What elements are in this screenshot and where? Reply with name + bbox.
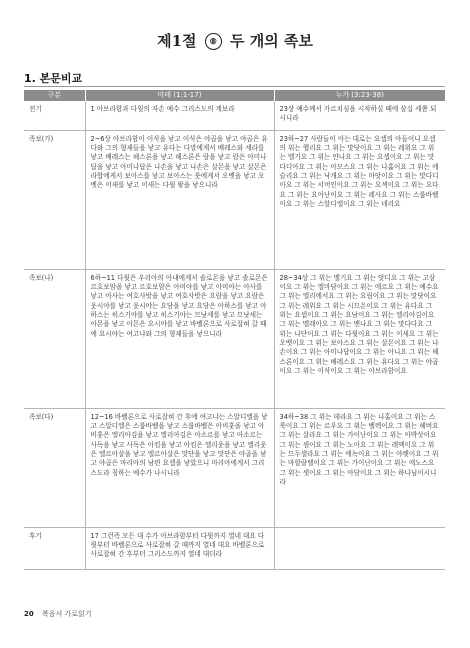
page-number: 20: [24, 610, 34, 618]
row-label: 족보(나): [24, 269, 85, 408]
row-label: 족보(다): [24, 408, 85, 527]
matthew-cell: 2~6상 아브라함이 이삭을 낳고 이삭은 야곱을 낳고 야곱은 유다와 그의 형제들을 낳고 유다는 다말에게서 베레스와 세라를 낳고 베레스는 헤스론을 낳고 헤스론은 람을 낳고 람은 아미나답을 낳고 아미나답은 나손을 낳고 나손은 살몬을 낳고 살몬은 라합에게서 보아스를 낳고 보아스는 룻에게서 오벳을 낳고 오벳은 이새를 낳고 이새는 다윗 왕을 낳으니라: [85, 130, 274, 269]
chapter-label: 제1절: [157, 32, 197, 50]
luke-cell: 23상 예수께서 가르치심을 시작하실 때에 삼십 세쯤 되시니라: [274, 101, 445, 130]
table-row: [24, 130, 445, 269]
row-label: 족보(가): [24, 130, 85, 269]
header-luke: 누가 (3:23-38): [274, 90, 445, 101]
luke-cell: 23하~27 사람들이 아는 대로는 요셉의 아들이니 요셉의 위는 헬리요 그 위는 맛닷이요 그 위는 레위요 그 위는 멜기요 그 위는 얀나요 그 위는 요셉이요 그 위는 맛다디아요 그 위는 아모스요 그 위는 나훔이요 그 위는 에슬리요 그 위는 낙개요 그 위는 마앗이요 그 위는 맛다디아요 그 위는 서머인이요 그 위는 요섹이요 그 위는 요다요 그 위는 요아난이요 그 위는 레사요 그 위는 스룹바벨이요 그 위는 스알디엘이요 그 위는 네리요: [274, 130, 445, 269]
section-divider: [24, 86, 445, 87]
matthew-cell: 12~16 바벨론으로 사로잡혀 간 후에 여고냐는 스알디엘을 낳고 스알디엘은 스룹바벨을 낳고 스룹바벨은 아비훗을 낳고 아비훗은 엘리아김을 낳고 엘리아김은 아소르를 낳고 아소르는 사독을 낳고 사독은 아킴을 낳고 아킴은 엘리웃을 낳고 엘리웃은 엘르아살을 낳고 엘르아살은 맛단을 낳고 맛단은 야곱을 낳고 야곱은 마리아의 남편 요셉을 낳았으니 마리아에게서 그리스도라 칭하는 예수가 나시니라: [85, 408, 274, 527]
section-heading: 1. 본문비교: [24, 72, 83, 85]
table-row: [24, 408, 445, 527]
page-footer: [24, 609, 92, 619]
comparison-table: [24, 90, 445, 570]
matthew-cell: 1 아브라함과 다윗의 자손 예수 그리스도의 계보라: [85, 101, 274, 130]
book-title: 복음서 가로읽기: [41, 610, 92, 618]
circled-number-icon: ⑧: [205, 33, 222, 50]
header-matthew: 마태 (1:1-17): [85, 90, 274, 101]
title-text: 두 개의 족보: [229, 32, 313, 50]
matthew-cell: 17 그런즉 모든 대 수가 아브라함부터 다윗까지 열네 대요 다윗부터 바벨론으로 사로잡혀 갈 때까지 열네 대요 바벨론으로 사로잡혀 간 후부터 그리스도까지 열네 대더라: [85, 527, 274, 569]
table-row: [24, 269, 445, 408]
row-label: 전기: [24, 101, 85, 130]
header-category: 구분: [24, 90, 85, 101]
chapter-title: [0, 30, 470, 51]
luke-cell: [274, 527, 445, 569]
table-row: [24, 101, 445, 130]
luke-cell: 34하~38 그 위는 데라요 그 위는 나홀이요 그 위는 스룩이요 그 위는 르우요 그 위는 벨렉이요 그 위는 헤버요 그 위는 살라요 그 위는 가이난이요 그 위는 아박삿이요 그 위는 셈이요 그 위는 노아요 그 위는 레멕이요 그 위는 므두셀라요 그 위는 에녹이요 그 위는 야렛이요 그 위는 마할랄렐이요 그 위는 가이난이요 그 위는 에노스요 그 위는 셋이요 그 위는 아담이요 그 위는 하나님이시니라: [274, 408, 445, 527]
matthew-cell: 6하~11 다윗은 우리아의 아내에게서 솔로몬을 낳고 솔로몬은 르호보암을 낳고 르호보암은 아비야를 낳고 아비야는 아사를 낳고 아사는 여호사밧을 낳고 여호사밧은 요람을 낳고 요람은 웃시야를 낳고 웃시야는 요담을 낳고 요담은 아하스를 낳고 아하스는 히스기야를 낳고 히스기야는 므낫세를 낳고 므낫세는 아몬을 낳고 아몬은 요시야를 낳고 바벨론으로 사로잡혀 갈 때에 요시야는 여고냐와 그의 형제들을 낳으니라: [85, 269, 274, 408]
row-label: 후기: [24, 527, 85, 569]
luke-cell: 28~34상 그 위는 멜기요 그 위는 앗디요 그 위는 고삼이요 그 위는 엘마담이요 그 위는 에르요 그 위는 예수요 그 위는 엘리에서요 그 위는 요림이요 그 위는 맛닷이요 그 위는 레위요 그 위는 시므온이요 그 위는 유다요 그 위는 요셉이요 그 위는 요남이요 그 위는 엘리아김이요 그 위는 멜레아요 그 위는 멘나요 그 위는 맛다다요 그 위는 나단이요 그 위는 다윗이요 그 위는 이새요 그 위는 오벳이요 그 위는 보아스요 그 위는 살몬이요 그 위는 나손이요 그 위는 아미나답이요 그 위는 아니요 그 위는 헤스론이요 그 위는 베레스요 그 위는 유다요 그 위는 야곱이요 그 위는 이삭이요 그 위는 아브라함이요: [274, 269, 445, 408]
table-row: [24, 527, 445, 569]
table-header-row: [24, 90, 445, 101]
